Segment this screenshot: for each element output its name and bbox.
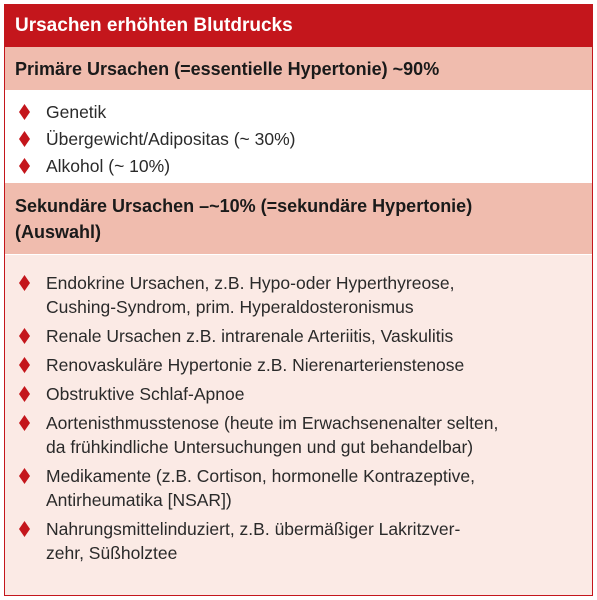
list-item-text: Antirheumatika [NSAR]) [46, 490, 232, 510]
diamond-icon [19, 415, 30, 431]
diamond-icon [19, 386, 30, 402]
list-item [5, 100, 592, 124]
diamond-icon [19, 275, 30, 291]
list-item-text: Renale Ursachen z.B. intrarenale Arteriitis, Vaskulitis [46, 326, 454, 346]
list-item [5, 411, 592, 459]
primary-causes-header: Primäre Ursachen (=essentielle Hypertonie) ~90% [5, 47, 592, 91]
list-item-text: Aortenisthmusstenose (heute im Erwachsenenalter selten, [46, 413, 499, 433]
secondary-header-line: (Auswahl) [15, 222, 102, 242]
primary-causes-list [5, 91, 592, 183]
hypertension-causes-card [4, 4, 593, 596]
list-item [5, 127, 592, 151]
list-item-text: Obstruktive Schlaf-Apnoe [46, 384, 245, 404]
list-item-text: Renovaskuläre Hypertonie z.B. Nierenarterienstenose [46, 355, 465, 375]
list-item [5, 517, 592, 565]
secondary-causes-header [5, 183, 592, 255]
list-item [5, 324, 592, 348]
list-item-text: Nahrungsmittelinduziert, z.B. übermäßiger Lakritzver- [46, 519, 461, 539]
list-item [5, 464, 592, 512]
list-item [5, 353, 592, 377]
diamond-icon [19, 328, 30, 344]
diamond-icon [19, 468, 30, 484]
list-item-text: Übergewicht/Adipositas (~ 30%) [46, 129, 296, 149]
list-item-text: Genetik [46, 102, 107, 122]
list-item-text: zehr, Süßholztee [46, 543, 178, 563]
list-item-text: da frühkindliche Untersuchungen und gut behandelbar) [46, 437, 474, 457]
card-title: Ursachen erhöhten Blutdrucks [5, 5, 592, 47]
secondary-header-line: Sekundäre Ursachen –~10% (=sekundäre Hypertonie) [15, 196, 473, 216]
diamond-icon [19, 521, 30, 537]
diamond-icon [19, 131, 30, 147]
list-item-text: Cushing-Syndrom, prim. Hyperaldosteronismus [46, 297, 414, 317]
diamond-icon [19, 357, 30, 373]
list-item-text: Medikamente (z.B. Cortison, hormonelle Kontrazeptive, [46, 466, 475, 486]
diamond-icon [19, 158, 30, 174]
list-item [5, 154, 592, 178]
list-item-text: Alkohol (~ 10%) [46, 156, 171, 176]
secondary-causes-list [5, 255, 592, 596]
list-item-text: Endokrine Ursachen, z.B. Hypo-oder Hyperthyreose, [46, 273, 455, 293]
list-item [5, 382, 592, 406]
diamond-icon [19, 104, 30, 120]
list-item [5, 271, 592, 319]
